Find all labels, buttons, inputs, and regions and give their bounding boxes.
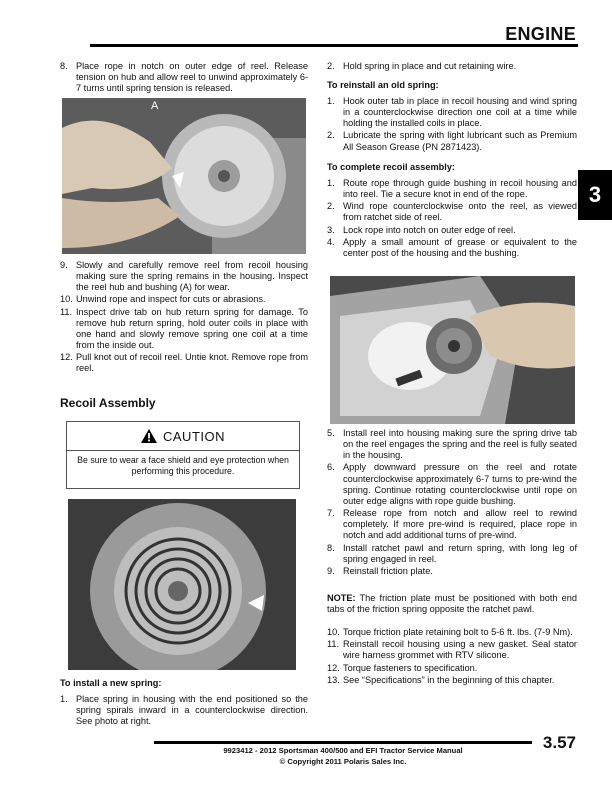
- step-text: Lock rope into notch on outer edge of reel.: [343, 224, 516, 235]
- step-number: 10.: [327, 627, 340, 637]
- step-list-retaining-wire: [327, 61, 577, 73]
- step-text: Reinstall friction plate.: [343, 565, 433, 576]
- step-item: [60, 294, 308, 305]
- step-number: 2.: [327, 61, 335, 71]
- step-item: [327, 675, 577, 686]
- step-text: Hold spring in place and cut retaining wire.: [343, 61, 517, 71]
- caution-text: Be sure to wear a face shield and eye protection when performing this procedure.: [77, 455, 289, 476]
- step-number: 5.: [327, 428, 335, 438]
- note-label: NOTE:: [327, 593, 356, 603]
- step-number: 10.: [60, 294, 73, 305]
- step-item: [60, 61, 308, 94]
- step-list-removal-b: [60, 260, 308, 376]
- step-text: Slowly and carefully remove reel from recoil housing making sure the spring remains in the housing. Inspect the reel hub and bushing (A) for wear.: [76, 260, 308, 293]
- step-number: 12.: [60, 352, 73, 363]
- step-text: Lubricate the spring with light lubricant such as Premium All Season Grease (PN 2871423).: [343, 130, 577, 152]
- reel-install-illustration: [330, 276, 575, 424]
- step-item: [327, 428, 577, 461]
- step-number: 2.: [327, 201, 335, 212]
- step-number: 9.: [60, 260, 68, 270]
- caution-header: [67, 422, 299, 451]
- step-item: [60, 260, 308, 293]
- step-text: Reinstall recoil housing using a new gasket. Seal stator wire harness grommet with RTV silicone.: [343, 639, 577, 661]
- footer-copyright: © Copyright 2011 Polaris Sales Inc.: [279, 757, 407, 766]
- spring-housing-illustration: [68, 499, 296, 670]
- step-number: 1.: [327, 96, 335, 106]
- subheading-install-new-spring: To install a new spring:: [60, 678, 162, 688]
- step-item: [327, 178, 577, 200]
- step-number: 13.: [327, 674, 340, 685]
- step-item: [327, 225, 577, 236]
- step-list-final: [327, 627, 577, 687]
- caution-label: CAUTION: [163, 428, 225, 444]
- step-number: 7.: [327, 508, 335, 519]
- step-text: Apply downward pressure on the reel and rotate counterclockwise approximately 6-7 turns to pre-wind the spring. Continue rotating counterclockwise until rope on outer edge aligns with rope guide bushing.: [343, 462, 577, 506]
- step-text: Inspect drive tab on hub return spring for damage. To remove hub return spring, hold outer coils in place with one hand and slowly remove spring one coil at a time from the inside out.: [76, 306, 308, 351]
- step-number: 1.: [60, 694, 68, 704]
- callout-a-label: A: [151, 100, 159, 112]
- photo-reel-install: [330, 276, 575, 424]
- section-header: ENGINE: [505, 24, 576, 44]
- step-item: [327, 201, 577, 223]
- step-number: 3.: [327, 224, 335, 235]
- step-text: Release rope from notch and allow reel to rewind completely. If more pre-wind is required, place rope in notch and add additional turns of pre-wind.: [343, 508, 577, 541]
- note-friction-plate: [327, 593, 577, 615]
- photo-reel-removal: [62, 98, 306, 254]
- warning-triangle-icon: [141, 429, 157, 443]
- footer-manual-title: 9923412 - 2012 Sportsman 400/500 and EFI Tractor Service Manual: [223, 746, 463, 755]
- page-number: 3.57: [542, 733, 576, 752]
- photo-spring-in-housing: [68, 499, 296, 670]
- step-item: [327, 639, 577, 661]
- step-item: [327, 237, 577, 259]
- step-number: 2.: [327, 130, 335, 141]
- step-item: [327, 566, 577, 577]
- step-text: Place spring in housing with the end positioned so the spring spirals inward in a counterclockwise direction. See photo at right.: [76, 694, 308, 727]
- header-rule: [90, 44, 578, 47]
- step-item: [60, 694, 308, 727]
- step-text: Install ratchet pawl and return spring, with long leg of spring engaged in reel.: [343, 542, 577, 564]
- step-item: [327, 61, 577, 72]
- step-text: Hook outer tab in place in recoil housing and wind spring in a counterclockwise direction one coil at a time while holding the installed coils in place.: [343, 96, 577, 129]
- step-item: [327, 462, 577, 506]
- step-number: 8.: [327, 542, 335, 553]
- step-text: Unwind rope and inspect for cuts or abrasions.: [76, 294, 266, 305]
- step-item: [60, 352, 308, 374]
- step-list-complete-assembly: [327, 178, 577, 260]
- step-list-reinstall-old: [327, 96, 577, 154]
- step-number: 12.: [327, 662, 340, 673]
- step-item: [60, 307, 308, 351]
- step-list-install-reel: [327, 428, 577, 578]
- note-text: The friction plate must be positioned with both end tabs of the friction spring opposite the ratchet pawl.: [327, 593, 577, 615]
- subheading-reinstall-old-spring: To reinstall an old spring:: [327, 80, 439, 90]
- step-item: [327, 543, 577, 565]
- step-text: Route rope through guide bushing in recoil housing and into reel. Tie a secure knot in end of the rope.: [343, 178, 577, 200]
- step-text: See “Specifications” in the beginning of this chapter.: [343, 674, 555, 685]
- chapter-tab: 3: [578, 170, 612, 220]
- step-text: Torque friction plate retaining bolt to 5-6 ft. lbs. (7-9 Nm).: [343, 627, 573, 637]
- step-number: 6.: [327, 462, 335, 473]
- step-number: 8.: [60, 61, 68, 71]
- section-title: Recoil Assembly: [60, 396, 156, 410]
- step-text: Wind rope counterclockwise onto the reel, as viewed from ratchet side of reel.: [343, 201, 577, 223]
- step-number: 4.: [327, 237, 335, 248]
- step-number: 11.: [60, 306, 73, 317]
- step-item: [327, 96, 577, 129]
- step-text: Place rope in notch on outer edge of reel. Release tension on hub and allow reel to unwind approximately 6-7 turns until spring tension is released.: [76, 61, 308, 94]
- step-list-install-new: [60, 694, 308, 728]
- step-number: 1.: [327, 178, 335, 188]
- step-item: [327, 663, 577, 674]
- step-text: Apply a small amount of grease or equivalent to the center post of the housing and the bushing.: [343, 237, 577, 259]
- footer-rule: [154, 741, 532, 744]
- step-number: 11.: [327, 639, 340, 650]
- caution-box: [66, 421, 300, 489]
- step-item: [327, 508, 577, 541]
- subheading-complete-assembly: To complete recoil assembly:: [327, 162, 455, 172]
- step-item: [327, 130, 577, 152]
- step-list-removal-a: [60, 61, 308, 95]
- reel-removal-illustration: [62, 98, 306, 254]
- step-text: Install reel into housing making sure the spring drive tab on the reel engages the spring and the reel is fully seated in the housing.: [343, 428, 577, 461]
- step-text: Torque fasteners to specification.: [343, 662, 478, 673]
- step-item: [327, 627, 577, 638]
- step-text: Pull knot out of recoil reel. Untie knot. Remove rope from reel.: [76, 352, 308, 374]
- step-number: 9.: [327, 565, 335, 576]
